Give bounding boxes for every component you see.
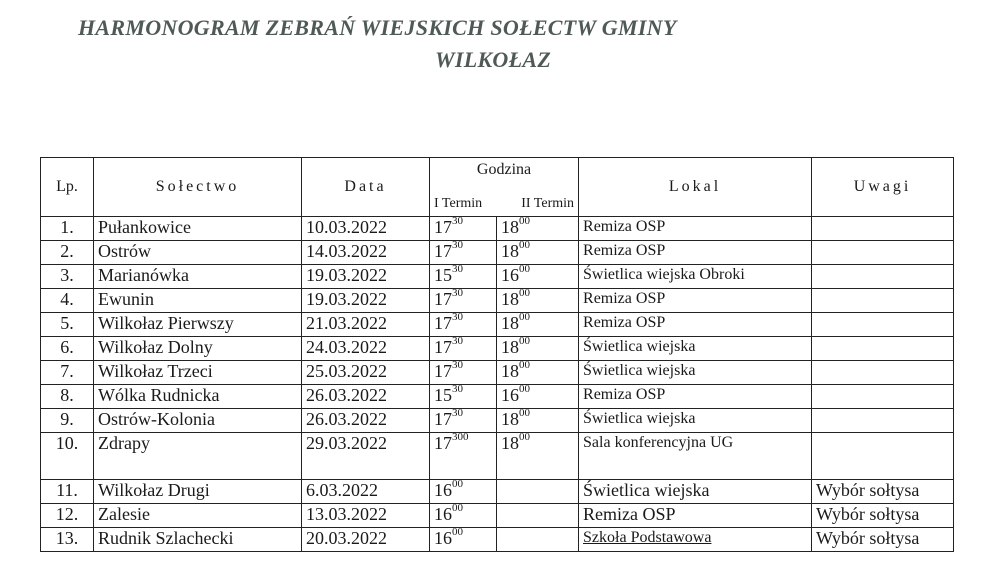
cell-termin-2 [497,409,579,433]
cell-solectwo [94,433,302,480]
time-hour: 18 [501,217,519,237]
cell-data [302,385,430,409]
cell-lp [41,337,94,361]
cell-termin-2 [497,528,579,552]
table-row [41,433,954,480]
time-minutes: 30 [452,408,463,419]
cell-lp [41,504,94,528]
cell-termin-2 [497,217,579,241]
time-hour: 18 [501,241,519,261]
cell-data [302,313,430,337]
cell-solectwo [94,289,302,313]
cell-solectwo [94,337,302,361]
time-hour: 17 [434,337,452,357]
table-row [41,528,954,552]
cell-uwagi [812,241,954,265]
cell-data [302,480,430,504]
time-hour: 17 [434,361,452,381]
time-minutes: 30 [452,384,463,395]
cell-lp [41,528,94,552]
time-minutes: 00 [519,360,530,371]
cell-data [302,528,430,552]
date-value: 14.03.2022 [306,241,387,261]
solectwo-name: Marianówka [98,265,189,285]
cell-lp [41,241,94,265]
cell-termin-2 [497,313,579,337]
time-hour: 16 [501,265,519,285]
lp-value: 9. [60,409,74,429]
time-minutes: 00 [519,240,530,251]
table-row [41,480,954,504]
time-hour: 16 [434,480,452,500]
cell-termin-1 [430,433,497,480]
time-minutes: 00 [519,432,530,443]
date-value: 19.03.2022 [306,289,387,309]
lokal-name: Sala konferencyjna UG [583,434,734,451]
time-minutes: 30 [452,360,463,371]
time-hour: 15 [434,385,452,405]
lp-value: 12. [55,504,79,524]
cell-lp [41,313,94,337]
cell-termin-2 [497,504,579,528]
lokal-name: Remiza OSP [583,290,666,307]
cell-termin-2 [497,480,579,504]
time-minutes: 00 [519,288,530,299]
cell-termin-1 [430,409,497,433]
cell-termin-1 [430,337,497,361]
lokal-name: Świetlica wiejska [583,338,696,355]
time-hour: 17 [434,217,452,237]
lp-value: 7. [60,361,74,381]
lp-value: 8. [60,385,74,405]
document-title-line2: WILKOŁAZ [435,47,552,72]
cell-lokal [579,289,812,313]
cell-uwagi [812,289,954,313]
time-minutes: 00 [452,527,463,538]
cell-lp [41,480,94,504]
cell-solectwo [94,385,302,409]
cell-data [302,433,430,480]
cell-uwagi [812,480,954,504]
time-minutes: 00 [452,503,463,514]
lp-value: 2. [60,241,74,261]
uwagi-value: Wybór sołtysa [816,528,920,548]
table-row [41,361,954,385]
header-termin-1: I Termin [430,188,497,217]
date-value: 26.03.2022 [306,385,387,405]
header-termin-2: II Termin [497,188,579,217]
cell-solectwo [94,313,302,337]
cell-uwagi [812,361,954,385]
header-godzina: Godzina [430,158,579,189]
cell-uwagi [812,217,954,241]
time-minutes: 30 [452,336,463,347]
cell-lokal [579,433,812,480]
time-hour: 16 [434,504,452,524]
date-value: 10.03.2022 [306,217,387,237]
lp-value: 5. [60,313,74,333]
solectwo-name: Wólka Rudnicka [98,385,220,405]
date-value: 20.03.2022 [306,528,387,548]
cell-uwagi [812,504,954,528]
solectwo-name: Wilkołaz Dolny [98,337,213,357]
date-value: 26.03.2022 [306,409,387,429]
cell-termin-2 [497,289,579,313]
time-hour: 17 [434,433,452,453]
cell-lokal [579,217,812,241]
cell-termin-1 [430,217,497,241]
time-hour: 18 [501,337,519,357]
time-minutes: 30 [452,216,463,227]
cell-lp [41,265,94,289]
schedule-table [40,157,954,552]
cell-data [302,504,430,528]
cell-solectwo [94,504,302,528]
lokal-name: Szkoła Podstawowa [583,529,712,546]
time-minutes: 00 [452,479,463,490]
cell-data [302,289,430,313]
solectwo-name: Ostrów [98,241,151,261]
header-lp: Lp. [41,158,94,217]
time-hour: 17 [434,241,452,261]
table-row [41,241,954,265]
date-value: 6.03.2022 [306,480,378,500]
lokal-name: Remiza OSP [583,504,676,524]
cell-solectwo [94,480,302,504]
cell-termin-2 [497,385,579,409]
solectwo-name: Ewunin [98,289,154,309]
lp-value: 6. [60,337,74,357]
cell-uwagi [812,337,954,361]
time-minutes: 00 [519,408,530,419]
time-minutes: 30 [452,240,463,251]
cell-solectwo [94,241,302,265]
uwagi-value: Wybór sołtysa [816,504,920,524]
cell-uwagi [812,409,954,433]
lokal-name: Remiza OSP [583,242,666,259]
cell-termin-2 [497,265,579,289]
time-hour: 18 [501,409,519,429]
lp-value: 4. [60,289,74,309]
cell-termin-2 [497,337,579,361]
cell-termin-2 [497,241,579,265]
time-hour: 18 [501,433,519,453]
time-hour: 17 [434,289,452,309]
cell-termin-2 [497,361,579,385]
cell-lokal [579,241,812,265]
date-value: 19.03.2022 [306,265,387,285]
lp-value: 10. [55,433,79,453]
lokal-name: Remiza OSP [583,314,666,331]
solectwo-name: Pułankowice [98,217,191,237]
lokal-name: Świetlica wiejska [583,362,696,379]
time-hour: 17 [434,313,452,333]
cell-data [302,361,430,385]
cell-data [302,409,430,433]
solectwo-name: Rudnik Szlachecki [98,528,234,548]
lp-value: 1. [60,217,74,237]
lokal-name: Remiza OSP [583,386,666,403]
lokal-name: Świetlica wiejska [583,410,696,427]
header-solectwo: Sołectwo [94,158,302,217]
cell-lokal [579,361,812,385]
cell-termin-1 [430,241,497,265]
cell-data [302,337,430,361]
time-minutes: 30 [452,312,463,323]
time-minutes: 300 [452,432,469,443]
solectwo-name: Ostrów-Kolonia [98,409,215,429]
date-value: 13.03.2022 [306,504,387,524]
cell-solectwo [94,361,302,385]
date-value: 29.03.2022 [306,433,387,453]
lokal-name: Świetlica wiejska [583,480,710,500]
time-hour: 18 [501,361,519,381]
table-row [41,313,954,337]
cell-lp [41,409,94,433]
header-lokal: Lokal [579,158,812,217]
cell-lp [41,217,94,241]
cell-lokal [579,337,812,361]
cell-data [302,217,430,241]
table-row [41,289,954,313]
cell-lokal [579,409,812,433]
cell-termin-1 [430,528,497,552]
cell-data [302,265,430,289]
cell-lokal [579,265,812,289]
solectwo-name: Wilkołaz Trzeci [98,361,213,381]
table-row [41,409,954,433]
date-value: 25.03.2022 [306,361,387,381]
cell-lp [41,289,94,313]
lp-value: 11. [56,480,78,500]
cell-lp [41,433,94,480]
solectwo-name: Wilkołaz Drugi [98,480,210,500]
cell-termin-1 [430,385,497,409]
cell-termin-1 [430,480,497,504]
cell-lokal [579,313,812,337]
header-uwagi: Uwagi [812,158,954,217]
uwagi-value: Wybór sołtysa [816,480,920,500]
time-hour: 17 [434,409,452,429]
cell-lokal [579,480,812,504]
time-hour: 18 [501,313,519,333]
cell-termin-1 [430,361,497,385]
cell-termin-1 [430,313,497,337]
time-minutes: 00 [519,216,530,227]
time-minutes: 30 [452,288,463,299]
document-title-line1: HARMONOGRAM ZEBRAŃ WIEJSKICH SOŁECTW GMINY [78,15,677,40]
cell-lokal [579,385,812,409]
cell-lokal [579,528,812,552]
table-row [41,217,954,241]
cell-termin-1 [430,265,497,289]
cell-uwagi [812,528,954,552]
schedule-body [41,217,954,552]
header-row [41,158,954,189]
cell-uwagi [812,265,954,289]
lokal-name: Świetlica wiejska Obroki [583,266,745,283]
cell-uwagi [812,433,954,480]
header-data: Data [302,158,430,217]
time-hour: 18 [501,289,519,309]
time-hour: 16 [501,385,519,405]
time-minutes: 00 [519,264,530,275]
time-hour: 15 [434,265,452,285]
solectwo-name: Zdrapy [98,433,150,453]
cell-solectwo [94,409,302,433]
table-row [41,265,954,289]
cell-uwagi [812,385,954,409]
cell-termin-2 [497,433,579,480]
date-value: 21.03.2022 [306,313,387,333]
time-minutes: 00 [519,312,530,323]
time-minutes: 30 [452,264,463,275]
cell-solectwo [94,528,302,552]
cell-lp [41,385,94,409]
table-row [41,337,954,361]
time-minutes: 00 [519,384,530,395]
solectwo-name: Zalesie [98,504,150,524]
cell-uwagi [812,313,954,337]
lp-value: 3. [60,265,74,285]
cell-termin-1 [430,504,497,528]
date-value: 24.03.2022 [306,337,387,357]
time-minutes: 00 [519,336,530,347]
cell-termin-1 [430,289,497,313]
lokal-name: Remiza OSP [583,218,666,235]
cell-solectwo [94,217,302,241]
cell-solectwo [94,265,302,289]
time-hour: 16 [434,528,452,548]
table-row [41,504,954,528]
table-row [41,385,954,409]
lp-value: 13. [55,528,79,548]
solectwo-name: Wilkołaz Pierwszy [98,313,234,333]
cell-data [302,241,430,265]
cell-lokal [579,504,812,528]
cell-lp [41,361,94,385]
